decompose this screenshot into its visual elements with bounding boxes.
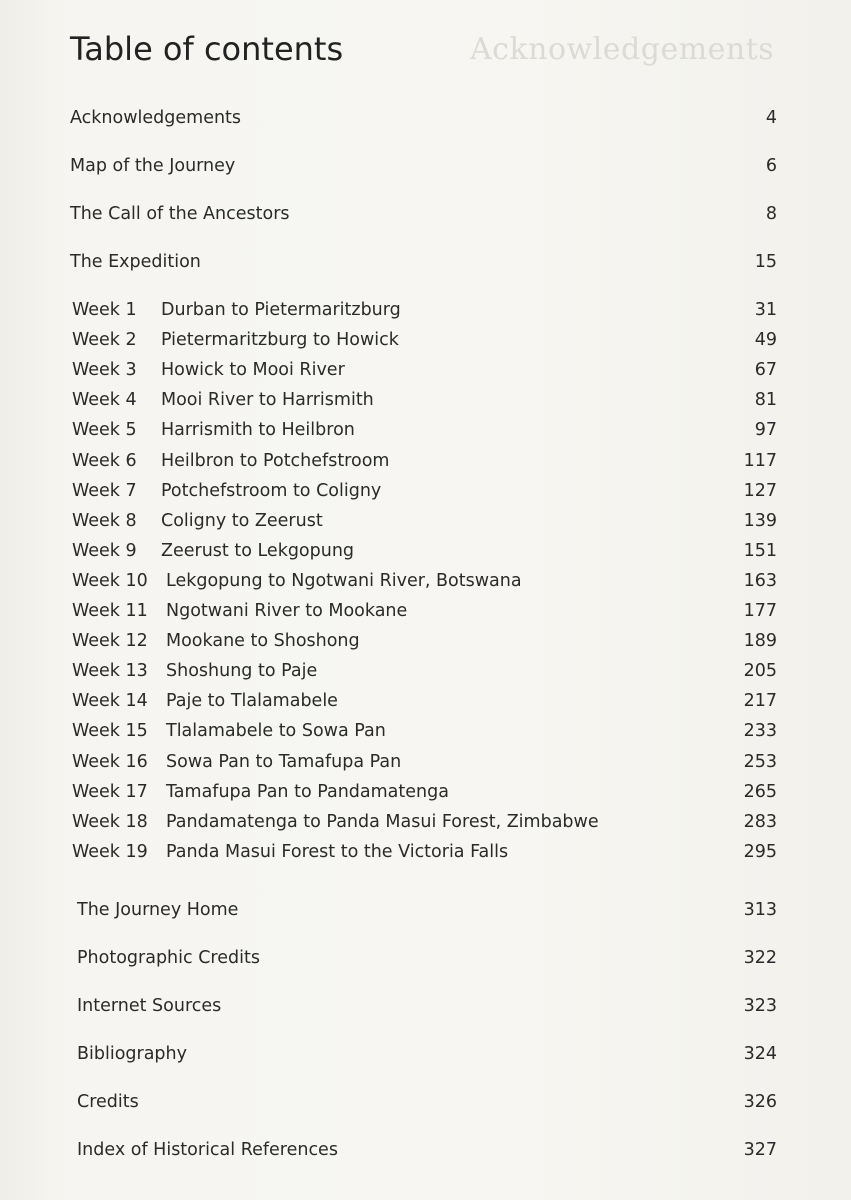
toc-entry xyxy=(0,296,851,324)
toc-entry-title: Shoshung to Paje xyxy=(166,661,318,681)
toc-entry-title: Credits xyxy=(77,1092,139,1112)
toc-page-number: 189 xyxy=(743,631,777,651)
toc-entry-title: Paje to Tlalamabele xyxy=(166,691,338,711)
toc-entry xyxy=(0,326,851,354)
toc-entry xyxy=(0,200,851,228)
toc-entry xyxy=(0,748,851,776)
toc-page-number: 117 xyxy=(743,451,777,471)
toc-page-number: 8 xyxy=(765,204,777,224)
toc-entry-title: Photographic Credits xyxy=(77,948,260,968)
toc-entry xyxy=(0,657,851,685)
toc-entry-title: Howick to Mooi River xyxy=(161,360,345,380)
toc-page-number: 265 xyxy=(743,782,777,802)
toc-entry xyxy=(0,896,851,924)
toc-entry xyxy=(0,537,851,565)
toc-entry xyxy=(0,248,851,276)
toc-entry xyxy=(0,597,851,625)
toc-entry-title: Tlalamabele to Sowa Pan xyxy=(166,721,386,741)
toc-week-number: Week 17 xyxy=(72,782,148,802)
toc-entry xyxy=(0,507,851,535)
toc-entry-title: Potchefstroom to Coligny xyxy=(161,481,382,501)
toc-week-number: Week 1 xyxy=(72,300,137,320)
toc-entry-title: Heilbron to Potchefstroom xyxy=(161,451,390,471)
toc-entry xyxy=(0,944,851,972)
toc-page-number: 326 xyxy=(743,1092,777,1112)
toc-week-number: Week 2 xyxy=(72,330,137,350)
toc-entry xyxy=(0,1088,851,1116)
toc-entry xyxy=(0,778,851,806)
toc-entry-title: Index of Historical References xyxy=(77,1140,338,1160)
toc-entry xyxy=(0,386,851,414)
toc-page-number: 31 xyxy=(754,300,777,320)
toc-week-number: Week 19 xyxy=(72,842,148,862)
toc-page-number: 217 xyxy=(743,691,777,711)
toc-entry xyxy=(0,447,851,475)
toc-page-number: 323 xyxy=(743,996,777,1016)
toc-entry xyxy=(0,992,851,1020)
toc-week-number: Week 9 xyxy=(72,541,137,561)
toc-page-number: 177 xyxy=(743,601,777,621)
toc-entry xyxy=(0,416,851,444)
toc-entry-title: Sowa Pan to Tamafupa Pan xyxy=(166,752,402,772)
toc-entry-title: Acknowledgements xyxy=(70,108,242,128)
toc-entry xyxy=(0,1136,851,1164)
toc-entry xyxy=(0,1040,851,1068)
toc-page-number: 313 xyxy=(743,900,777,920)
toc-page-number: 139 xyxy=(743,511,777,531)
toc-page-number: 205 xyxy=(743,661,777,681)
toc-week-number: Week 3 xyxy=(72,360,137,380)
toc-entry xyxy=(0,152,851,180)
toc-week-number: Week 6 xyxy=(72,451,137,471)
toc-page-number: 67 xyxy=(754,360,777,380)
toc-week-number: Week 8 xyxy=(72,511,137,531)
toc-week-number: Week 13 xyxy=(72,661,148,681)
toc-page-number: 295 xyxy=(743,842,777,862)
toc-page-number: 6 xyxy=(765,156,777,176)
toc-entry xyxy=(0,356,851,384)
toc-page-number: 163 xyxy=(743,571,777,591)
toc-entry-title: Tamafupa Pan to Pandamatenga xyxy=(166,782,449,802)
toc-week-number: Week 15 xyxy=(72,721,148,741)
toc-entry-title: Lekgopung to Ngotwani River, Botswana xyxy=(166,571,522,591)
toc-entry xyxy=(0,808,851,836)
toc-entry xyxy=(0,687,851,715)
toc-page-number: 81 xyxy=(754,390,777,410)
toc-entry-title: The Expedition xyxy=(70,252,201,272)
toc-entry xyxy=(0,477,851,505)
toc-entry-title: Panda Masui Forest to the Victoria Falls xyxy=(166,842,509,862)
toc-entry-title: Bibliography xyxy=(77,1044,187,1064)
toc-week-number: Week 4 xyxy=(72,390,137,410)
toc-page-number: 327 xyxy=(743,1140,777,1160)
page-title: Table of contents xyxy=(70,30,344,68)
toc-entry-title: Zeerust to Lekgopung xyxy=(161,541,355,561)
toc-entry-title: Internet Sources xyxy=(77,996,222,1016)
toc-entry-title: Durban to Pietermaritzburg xyxy=(161,300,401,320)
toc-entry-title: Map of the Journey xyxy=(70,156,236,176)
toc-page-number: 283 xyxy=(743,812,777,832)
toc-entry-title: Mooi River to Harrismith xyxy=(161,390,374,410)
toc-week-number: Week 16 xyxy=(72,752,148,772)
toc-week-number: Week 5 xyxy=(72,420,137,440)
toc-entry-title: Coligny to Zeerust xyxy=(161,511,323,531)
toc-page-number: 322 xyxy=(743,948,777,968)
toc-entry-title: Pietermaritzburg to Howick xyxy=(161,330,399,350)
toc-entry xyxy=(0,104,851,132)
toc-week-number: Week 12 xyxy=(72,631,148,651)
toc-page-number: 151 xyxy=(743,541,777,561)
toc-page-number: 4 xyxy=(765,108,777,128)
toc-page-number: 49 xyxy=(754,330,777,350)
toc-page-number: 127 xyxy=(743,481,777,501)
toc-entry xyxy=(0,838,851,866)
toc-page-number: 233 xyxy=(743,721,777,741)
toc-entry xyxy=(0,567,851,595)
toc-week-number: Week 14 xyxy=(72,691,148,711)
toc-week-number: Week 18 xyxy=(72,812,148,832)
toc-week-number: Week 11 xyxy=(72,601,148,621)
toc-week-number: Week 10 xyxy=(72,571,148,591)
toc-entry-title: The Call of the Ancestors xyxy=(70,204,290,224)
toc-entry-title: Mookane to Shoshong xyxy=(166,631,360,651)
toc-page-number: 15 xyxy=(754,252,777,272)
toc-entry xyxy=(0,717,851,745)
toc-entry-title: Pandamatenga to Panda Masui Forest, Zimbabwe xyxy=(166,812,599,832)
toc-entry xyxy=(0,627,851,655)
toc-page-number: 97 xyxy=(754,420,777,440)
toc-page-number: 253 xyxy=(743,752,777,772)
toc-entry-title: The Journey Home xyxy=(77,900,239,920)
toc-entry-title: Ngotwani River to Mookane xyxy=(166,601,408,621)
toc-page-number: 324 xyxy=(743,1044,777,1064)
show-through-text: Acknowledgements xyxy=(470,32,775,67)
toc-week-number: Week 7 xyxy=(72,481,137,501)
toc-entry-title: Harrismith to Heilbron xyxy=(161,420,355,440)
